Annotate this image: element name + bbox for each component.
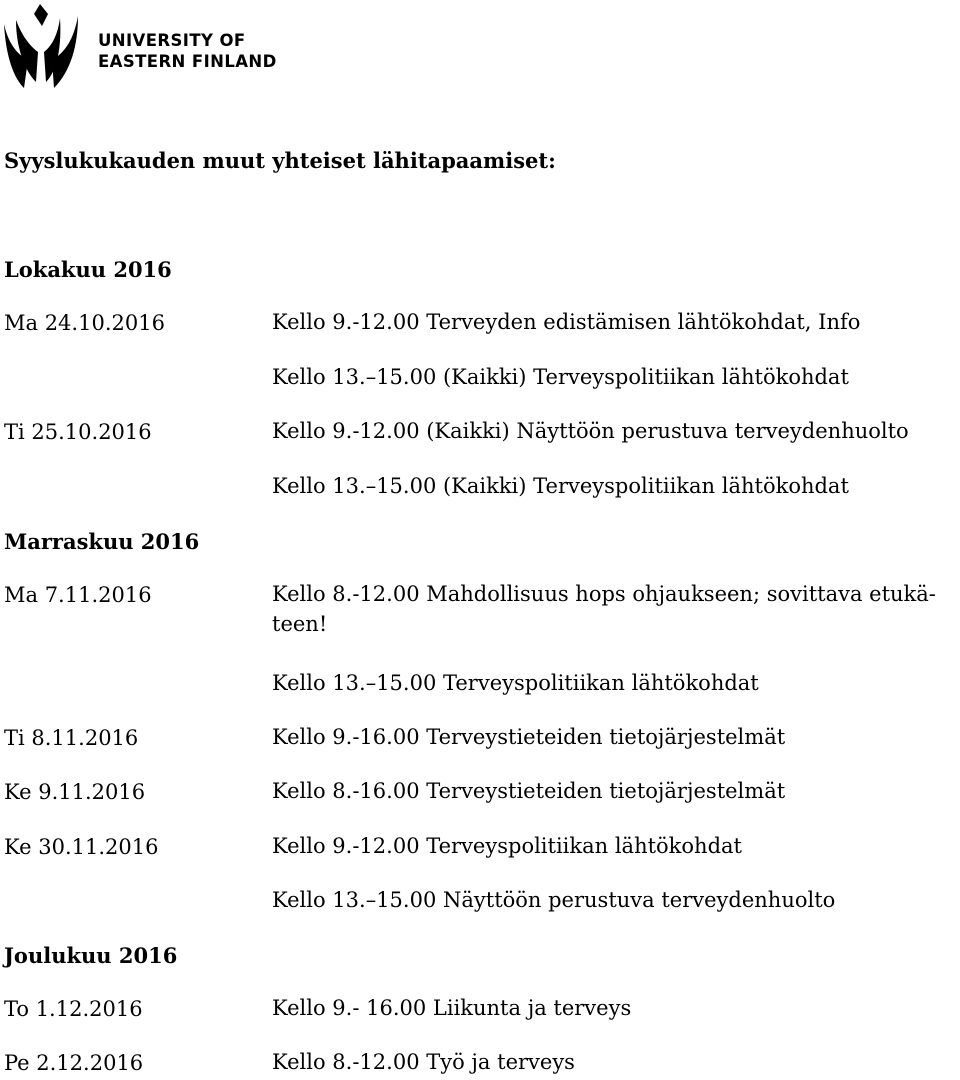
schedule-entry: Kello 9.-12.00 Terveyspolitiikan lähtökohdat (272, 834, 742, 858)
schedule-entry: Kello 9.-12.00 (Kaikki) Näyttöön perustuva terveydenhuolto (272, 419, 909, 443)
university-logo (0, 0, 300, 92)
logo-line-1: UNIVERSITY OF (98, 31, 246, 50)
date-label: Ti 8.11.2016 (4, 726, 139, 750)
book-leaves-logo-icon (2, 2, 82, 90)
date-label: To 1.12.2016 (4, 997, 143, 1021)
page-title: Syyslukukauden muut yhteiset lähitapaamiset: (4, 148, 556, 173)
schedule-entry: Kello 9.-12.00 Terveyden edistämisen lähtökohdat, Info (272, 310, 861, 334)
month-heading-november: Marraskuu 2016 (4, 529, 200, 554)
date-label: Pe 2.12.2016 (4, 1051, 144, 1075)
date-label: Ma 7.11.2016 (4, 583, 152, 607)
month-heading-december: Joulukuu 2016 (4, 943, 178, 968)
month-heading-october: Lokakuu 2016 (4, 257, 172, 282)
logo-wordmark (98, 30, 277, 72)
schedule-entry: Kello 13.–15.00 Terveyspolitiikan lähtökohdat (272, 671, 759, 695)
date-label: Ti 25.10.2016 (4, 420, 152, 444)
schedule-entry: Kello 13.–15.00 (Kaikki) Terveyspolitiikan lähtökohdat (272, 365, 849, 389)
schedule-entry: Kello 8.-16.00 Terveystieteiden tietojärjestelmät (272, 779, 786, 803)
schedule-entry: Kello 8.-12.00 Työ ja terveys (272, 1050, 575, 1074)
date-label: Ma 24.10.2016 (4, 311, 165, 335)
date-label: Ke 30.11.2016 (4, 835, 159, 859)
schedule-entry: Kello 13.–15.00 (Kaikki) Terveyspolitiikan lähtökohdat (272, 474, 849, 498)
schedule-entry: Kello 9.- 16.00 Liikunta ja terveys (272, 996, 632, 1020)
schedule-entry: Kello 13.–15.00 Näyttöön perustuva terveydenhuolto (272, 888, 836, 912)
logo-line-2: EASTERN FINLAND (98, 52, 277, 71)
schedule-entry: Kello 8.-12.00 Mahdollisuus hops ohjaukseen; sovittava etukä-teen! (272, 582, 936, 636)
date-label: Ke 9.11.2016 (4, 780, 146, 804)
schedule-entry: Kello 9.-16.00 Terveystieteiden tietojärjestelmät (272, 725, 786, 749)
